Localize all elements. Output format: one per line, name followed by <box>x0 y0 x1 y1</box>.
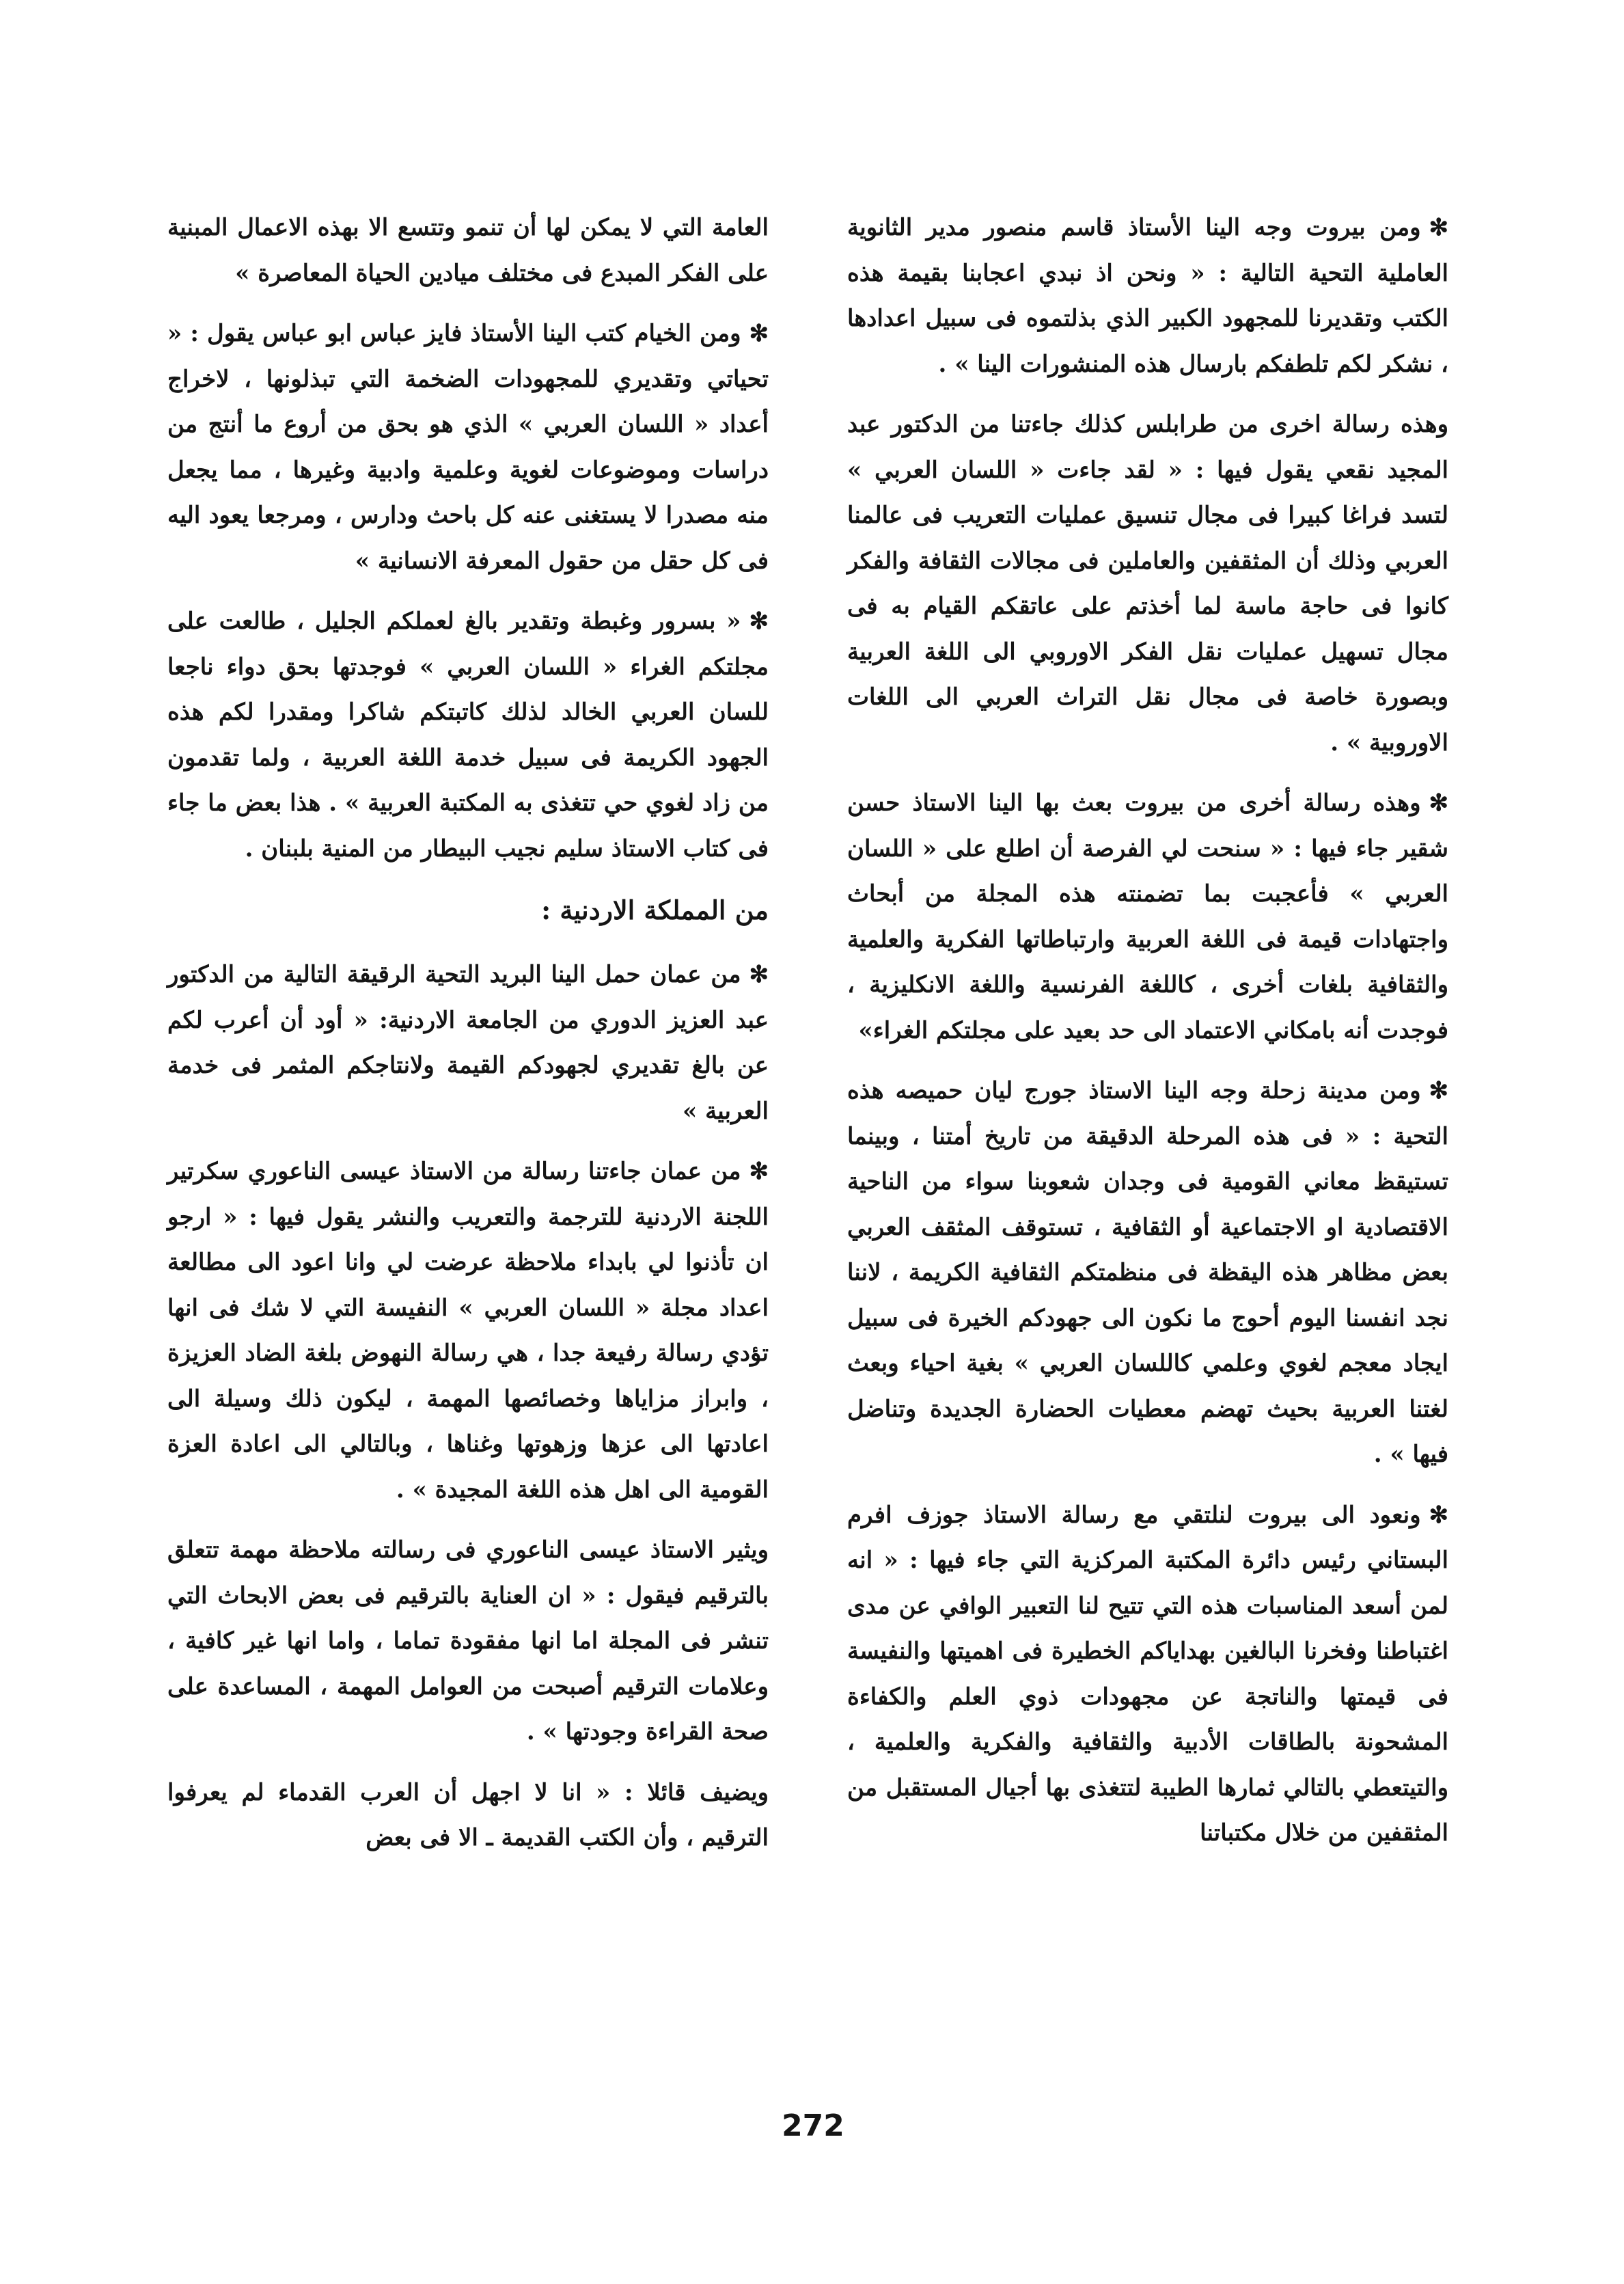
paragraph-text: من عمان جاءتنا رسالة من الاستاذ عيسى الناعوري سكرتير اللجنة الاردنية للترجمة والتعريب والنشر يقول فيها : « ارجو ان تأذنوا لي بابداء ملاحظة عرضت لي وانا اعود الى مطالعة اعداد مجلة « اللسان العربي » النفيسة التي لا شك فى انها تؤدي رسالة رفيعة جدا ، هي رسالة النهوض بلغة الضاد العزيزة ، وابراز مزاياها وخصائصها المهمة ، ليكون ذلك وسيلة الى اعادتها الى عزها وزهوتها وغناها ، وبالتالي الى اعادة العزة القومية الى اهل هذه اللغة المجيدة » . <box>167 1158 769 1504</box>
paragraph-text: ومن مدينة زحلة وجه الينا الاستاذ جورج ليان حميصه هذه التحية : « فى هذه المرحلة الدقيقة من تاريخ أمتنا ، وبينما تستيقظ معاني القومية فى وجدان شعوبنا سواء من الناحية الاقتصادية او الاجتماعية أو الثقافية ، تستوقف المثقف العربي بعض مظاهر هذه اليقظة فى منظمتكم الثقافية الكريمة ، لاننا نجد انفسنا اليوم أحوج ما نكون الى جهودكم الخيرة فى سبيل ايجاد معجم لغوي وعلمي كاللسان العربي » بغية احياء وبعث لغتنا العربية بحيث تهضم معطيات الحضارة الجديدة وتناضل فيها » . <box>847 1077 1448 1468</box>
paragraph-text: العامة التي لا يمكن لها أن تنمو وتتسع الا بهذه الاعمال المبنية على الفكر المبدع فى مختلف ميادين الحياة المعاصرة » <box>167 214 769 287</box>
asterisk-icon: ✻ <box>749 320 769 347</box>
asterisk-icon: ✻ <box>749 1158 769 1185</box>
asterisk-icon: ✻ <box>1429 214 1448 241</box>
right-column <box>847 205 1448 1871</box>
asterisk-icon: ✻ <box>749 608 769 635</box>
paragraph <box>167 205 769 296</box>
paragraph <box>167 1527 769 1755</box>
asterisk-icon: ✻ <box>749 961 769 988</box>
paragraph-text: « بسرور وغبطة وتقدير بالغ لعملكم الجليل ، طالعت على مجلتكم الغراء « اللسان العربي » فوجدتها بحق دواء ناجعا للسان العربي الخالد لذلك كاتبتكم شاكرا ومقدرا لكم هذه الجهود الكريمة فى سبيل خدمة اللغة العربية ، ولما تقدمون من زاد لغوي حي تتغذى به المكتبة العربية » . هذا بعض ما جاء فى كتاب الاستاذ سليم نجيب البيطار من المنية بلبنان . <box>167 608 769 862</box>
paragraph-text: ومن بيروت وجه الينا الأستاذ قاسم منصور مدير الثانوية العاملية التحية التالية : « ونحن اذ نبدي اعجابنا بقيمة هذه الكتب وتقديرنا للمجهود الكبير الذي بذلتموه فى سبيل اعدادها ، نشكر لكم تلطفكم بارسال هذه المنشورات الينا » . <box>847 214 1448 378</box>
paragraph-text: ويثير الاستاذ عيسى الناعوري فى رسالته ملاحظة مهمة تتعلق بالترقيم فيقول : « ان العناية بالترقيم فى بعض الابحاث التي تنشر فى المجلة اما انها مفقودة تماما ، واما انها غير كافية ، وعلامات الترقيم أصبحت من العوامل المهمة ، المساعدة على صحة القراءة وجودتها » . <box>167 1536 769 1745</box>
asterisk-icon: ✻ <box>1429 1077 1448 1104</box>
paragraph-text: وهذه رسالة أخرى من بيروت بعث بها الينا الاستاذ حسن شقير جاء فيها : « سنحت لي الفرصة أن اطلع على « اللسان العربي » فأعجبت بما تضمنته هذه المجلة من أبحاث واجتهادات قيمة فى اللغة العربية وارتباطاتها الفكرية والعلمية والثقافية بلغات أخرى ، كاللغة الفرنسية واللغة الانكليزية ، فوجدت أنه بامكاني الاعتماد الى حد بعيد على مجلتكم الغراء» <box>847 789 1448 1044</box>
paragraph <box>847 780 1448 1053</box>
paragraph-text: وهذه رسالة اخرى من طرابلس كذلك جاءتنا من الدكتور عبد المجيد نقعي يقول فيها : « لقد جاءت « اللسان العربي » لتسد فراغا كبيرا فى مجال تنسيق عمليات التعريب فى عالمنا العربي وذلك أن المثقفين والعاملين فى مجالات الثقافة والفكر كانوا فى حاجة ماسة لما أخذتم على عاتقكم القيام به فى مجال تسهيل عمليات نقل الفكر الاوروبي الى اللغة العربية وبصورة خاصة فى مجال نقل التراث العربي الى اللغات الاوروبية » . <box>847 411 1448 757</box>
paragraph-text: ومن الخيام كتب الينا الأستاذ فايز عباس ابو عباس يقول : « تحياتي وتقديري للمجهودات الضخمة التي تبذلونها ، لاخراج أعداد « اللسان العربي » الذي هو بحق من أروع ما أنتج من دراسات وموضوعات لغوية وعلمية وادبية وغيرها ، مما يجعل منه مصدرا لا يستغنى عنه كل باحث ودارس ، ومرجعا يعود اليه فى كل حقل من حقول المعرفة الانسانية » <box>167 320 769 575</box>
paragraph <box>847 402 1448 765</box>
section-heading: من المملكة الاردنية : <box>541 895 769 925</box>
paragraph-text: من عمان حمل الينا البريد التحية الرقيقة التالية من الدكتور عبد العزيز الدوري من الجامعة الاردنية: « أود أن أعرب لكم عن بالغ تقديري لجهودكم القيمة ولانتاجكم المثمر فى خدمة العربية » <box>167 961 769 1125</box>
paragraph <box>167 599 769 871</box>
paragraph <box>847 1493 1448 1856</box>
paragraph <box>167 1770 769 1861</box>
left-column <box>167 205 769 1876</box>
paragraph <box>167 1149 769 1512</box>
paragraph <box>847 205 1448 387</box>
paragraph <box>167 952 769 1134</box>
paragraph <box>847 1068 1448 1478</box>
page-number: 272 <box>782 2108 844 2143</box>
asterisk-icon: ✻ <box>1429 1501 1448 1529</box>
paragraph <box>167 311 769 584</box>
paragraph-text: ويضيف قائلا : « انا لا اجهل أن العرب القدماء لم يعرفوا الترقيم ، وأن الكتب القديمة ـ الا فى بعض <box>167 1778 769 1851</box>
paragraph-text: ونعود الى بيروت لنلتقي مع رسالة الاستاذ جوزف افرم البستاني رئيس دائرة المكتبة المركزية التي جاء فيها : « انه لمن أسعد المناسبات هذه التي تتيح لنا التعبير الوافي عن مدى اغتباطنا وفخرنا البالغين بهداياكم الخطيرة فى اهميتها والنفيسة فى قيمتها والناتجة عن مجهودات ذوي العلم والكفاءة المشحونة بالطاقات الأدبية والثقافية والفكرية والعلمية ، والتيتعطي بالتالي ثمارها الطيبة لتتغذى بها أجيال المستقبل من المثقفين من خلال مكتباتنا <box>847 1501 1448 1847</box>
asterisk-icon: ✻ <box>1429 789 1448 817</box>
